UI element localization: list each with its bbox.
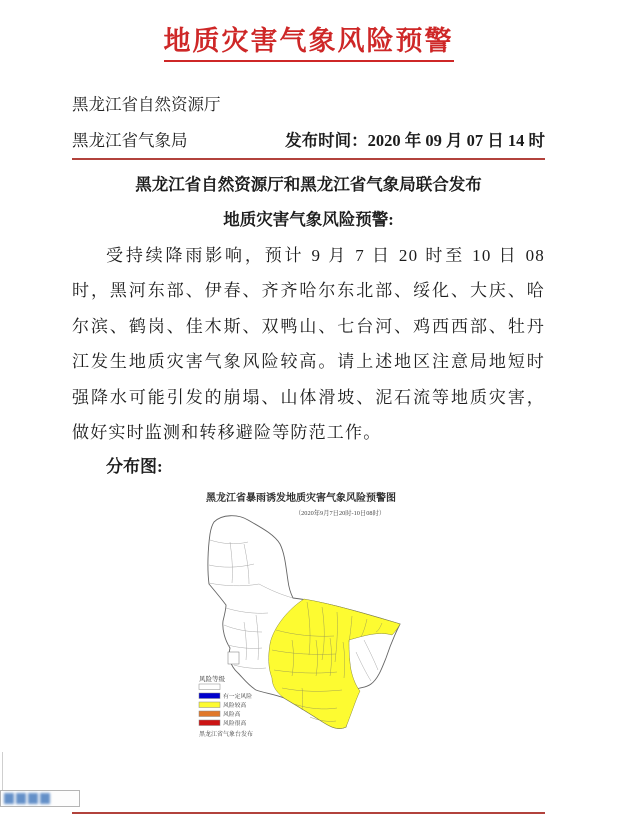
legend-label-yellow: 风险较高 (222, 703, 246, 710)
legend-swatch-red (199, 720, 220, 726)
legend-label-red: 风险很高 (222, 721, 246, 728)
page-title-text: 地质灾害气象风险预警 (164, 26, 454, 62)
page-title (72, 24, 545, 58)
publish-time (285, 130, 545, 152)
blurred-blue-text-block (16, 793, 26, 804)
joint-release-line: 黑龙江省自然资源厅和黑龙江省气象局联合发布 (135, 175, 482, 194)
bottom-left-partial-overlay[interactable] (0, 790, 80, 807)
page-edge-line (2, 752, 3, 792)
legend-label-orange: 风险高 (222, 712, 240, 719)
legend-label-blue: 有一定风险 (222, 694, 252, 701)
map-legend (199, 674, 253, 738)
publish-time-label: 发布时间： (285, 131, 368, 150)
publish-row (72, 130, 545, 160)
publish-time-value: 2020 年 09 月 07 日 14 时 (367, 131, 545, 150)
warning-paragraph: 受持续降雨影响，预计 9 月 7 日 20 时至 10 日 08 时，黑河东部、伊春、齐齐哈尔东北部、绥化、大庆、哈尔滨、鹤岗、佳木斯、双鸭山、七台河、鸡西西部、牡丹江发生地质灾害气象风险较高。请上述地区注意局地短时强降水可能引发的崩塌、山体滑坡、泥石流等地质灾害，做好实时监测和转移避险等防范工作。 (72, 246, 545, 443)
map-subtitle: （2020年9月7日20时-10日08时） (294, 510, 385, 518)
org-meteorological-bureau: 黑龙江省气象局 (72, 131, 188, 150)
legend-swatch-orange (199, 711, 220, 717)
blurred-blue-text-block (4, 793, 14, 804)
map-title: 黑龙江省暴雨诱发地质灾害气象风险预警图 (205, 493, 396, 505)
legend-title: 风险等级 (198, 676, 225, 684)
risk-map (164, 480, 454, 800)
blurred-blue-text-block (40, 793, 50, 804)
legend-swatch-blue (199, 693, 220, 699)
blurred-blue-text-block (28, 793, 38, 804)
legend-swatch-none (199, 684, 220, 690)
distribution-map-label: 分布图: (106, 457, 163, 477)
west-border-inset-box (228, 652, 239, 664)
legend-swatch-yellow (199, 702, 220, 708)
legend-credit: 黑龙江省气象台发布 (198, 732, 253, 739)
warning-heading: 地质灾害气象风险预警: (223, 210, 394, 229)
org-natural-resources: 黑龙江省自然资源厅 (72, 95, 221, 114)
